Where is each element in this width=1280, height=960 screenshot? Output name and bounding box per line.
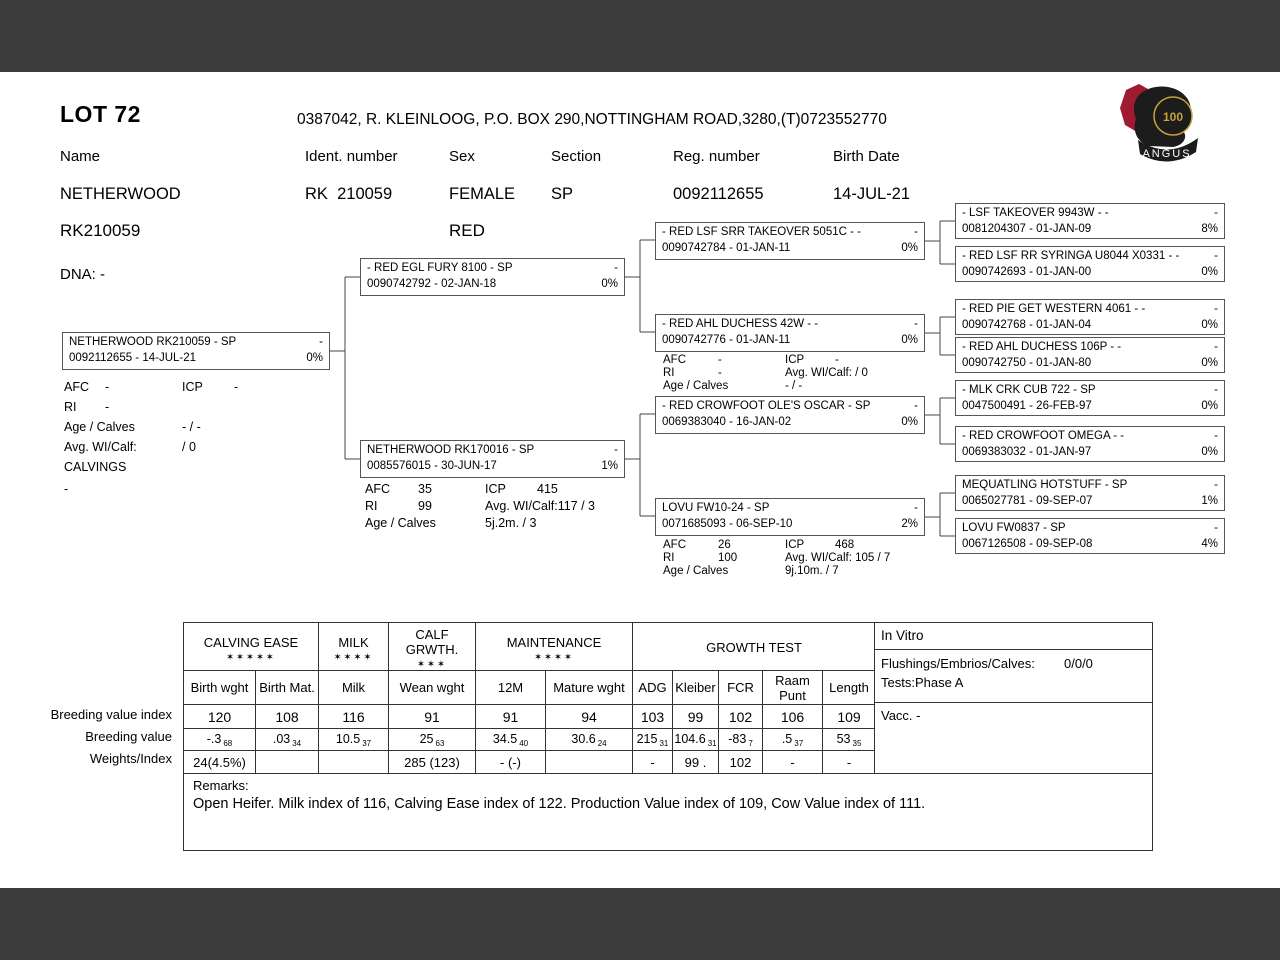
- pedigree-box-gen3-3: [955, 299, 1225, 335]
- animal-name: - RED AHL DUCHESS 106P - -: [962, 341, 1122, 353]
- field-reg-number: [673, 148, 764, 204]
- group-header: [476, 623, 633, 671]
- animal-name: NETHERWOOD RK210059 - SP: [69, 336, 237, 348]
- tests-label: Tests:Phase A: [881, 675, 964, 690]
- index-value: 109: [823, 705, 876, 729]
- invitro-title: In Vitro: [875, 623, 1152, 650]
- remarks-label: Remarks:: [193, 778, 249, 793]
- accuracy-value: 35: [852, 738, 862, 748]
- animal-inbreed-pct: 0%: [901, 242, 918, 254]
- field-value: SP: [551, 185, 574, 203]
- accuracy-value: 68: [223, 738, 233, 748]
- animal-inbreed-pct: 0%: [901, 416, 918, 428]
- animal-name: - RED EGL FURY 8100 - SP: [367, 262, 513, 274]
- pedigree-box-gen3-8: [955, 518, 1225, 554]
- stat-label: Age / Calves: [663, 565, 729, 577]
- animal-flag: -: [914, 226, 918, 238]
- stat-label: AFC: [663, 539, 686, 551]
- animal-name: MEQUATLING HOTSTUFF - SP: [962, 479, 1128, 491]
- animal-name: - MLK CRK CUB 722 - SP: [962, 384, 1096, 396]
- stat-value: Avg. WI/Calf:117 / 3: [485, 499, 596, 513]
- stat-label: Avg. WI/Calf:: [64, 440, 137, 454]
- animal-flag: -: [914, 502, 918, 514]
- stat-value: 5j.2m. / 3: [485, 516, 537, 530]
- flushings-value: 0/0/0: [1064, 656, 1093, 671]
- pedigree-box-subject: [62, 332, 330, 370]
- breeding-value: .03: [272, 731, 291, 746]
- animal-name: - RED LSF SRR TAKEOVER 5051C - -: [662, 226, 861, 238]
- pedigree-box-gen3-6: [955, 426, 1225, 462]
- herd-id: RK210059: [60, 221, 141, 240]
- weight-value: -: [633, 751, 673, 775]
- animal-inbreed-pct: 8%: [1201, 223, 1218, 235]
- column-header: Raam Punt: [763, 671, 823, 705]
- invitro-panel: [874, 622, 1153, 774]
- animal-reg: 0090742784 - 01-JAN-11: [662, 242, 791, 254]
- animal-inbreed-pct: 0%: [901, 334, 918, 346]
- animal-name: - RED AHL DUCHESS 42W - -: [662, 318, 819, 330]
- stat-value: -: [105, 400, 110, 414]
- animal-reg: 0090742768 - 01-JAN-04: [962, 319, 1092, 331]
- accuracy-value: 37: [362, 738, 372, 748]
- accuracy-value: 40: [519, 738, 529, 748]
- weight-value: [546, 751, 633, 775]
- breeding-value-cell: [546, 729, 633, 751]
- stat-label: AFC: [663, 354, 686, 366]
- animal-flag: -: [614, 262, 618, 274]
- subject-stats: [64, 377, 238, 499]
- breeding-value-cell: [319, 729, 389, 751]
- weight-value: 285 (123): [389, 751, 476, 775]
- flushings-label: Flushings/Embrios/Calves:: [881, 656, 1035, 671]
- stat-value: -: [105, 380, 110, 394]
- index-value: 91: [389, 705, 476, 729]
- group-stars: ✶✶✶✶✶: [226, 651, 276, 663]
- accuracy-value: 31: [707, 738, 717, 748]
- animal-reg: 0071685093 - 06-SEP-10: [662, 518, 793, 530]
- pedigree-box-gen2-1: [655, 222, 925, 260]
- colour-value: RED: [449, 221, 485, 240]
- breeding-value: 34.5: [492, 731, 518, 746]
- pedigree-box-dam: [360, 440, 625, 478]
- pedigree-box-gen3-1: [955, 203, 1225, 239]
- breeding-value: .5: [781, 731, 793, 746]
- pedigree-box-gen2-3: [655, 396, 925, 434]
- stat-label: Age / Calves: [64, 420, 135, 434]
- pedigree-box-gen3-2: [955, 246, 1225, 282]
- remarks-text: Open Heifer. Milk index of 116, Calving Ease index of 122. Production Value index of 109, Cow Value index of 111.: [193, 796, 926, 812]
- stat-value: -: [718, 354, 722, 366]
- stat-value: -: [718, 367, 722, 379]
- field-name: [60, 148, 181, 204]
- gen2-4-stats: [663, 539, 890, 578]
- stat-value: 468: [835, 539, 855, 551]
- pedigree-box-gen3-5: [955, 380, 1225, 416]
- stat-value: - / -: [785, 380, 803, 392]
- stats-area: [50, 622, 1093, 812]
- stat-value: 415: [537, 482, 558, 496]
- animal-reg: 0090742776 - 01-JAN-11: [662, 334, 791, 346]
- stat-value: -: [64, 482, 69, 496]
- animal-reg: 0081204307 - 01-JAN-09: [962, 223, 1092, 235]
- field-value: NETHERWOOD: [60, 185, 181, 203]
- stat-value: 26: [718, 539, 731, 551]
- animal-inbreed-pct: 0%: [1201, 400, 1218, 412]
- breeding-value-cell: [763, 729, 823, 751]
- field-birth-date: [833, 148, 910, 204]
- group-header: [184, 623, 319, 671]
- animal-inbreed-pct: 0%: [601, 278, 618, 290]
- column-header: Milk: [319, 671, 389, 705]
- remarks-box: [183, 773, 1153, 851]
- stat-value: -: [835, 354, 839, 366]
- animal-reg: 0069383040 - 16-JAN-02: [662, 416, 792, 428]
- animal-name: LOVU FW0837 - SP: [962, 522, 1066, 534]
- animal-reg: 0090742750 - 01-JAN-80: [962, 357, 1092, 369]
- field-value: 14-JUL-21: [833, 185, 911, 203]
- field-label: Sex: [449, 148, 475, 165]
- animal-name: - RED PIE GET WESTERN 4061 - -: [962, 303, 1146, 315]
- index-value: 108: [256, 705, 319, 729]
- group-stars: ✶✶✶: [417, 659, 447, 670]
- stat-label: RI: [365, 499, 378, 513]
- breeding-value: 10.5: [335, 731, 361, 746]
- group-label: GROWTH TEST: [706, 640, 802, 655]
- accuracy-value: 24: [597, 738, 607, 748]
- stat-value: Avg. WI/Calf: 105 / 7: [785, 552, 891, 564]
- weight-value: 99 .: [673, 751, 719, 775]
- lot-title: LOT 72: [60, 101, 141, 127]
- stat-value: - / -: [182, 420, 201, 434]
- weight-value: - (-): [476, 751, 546, 775]
- group-header: [389, 623, 476, 671]
- column-header: Birth wght: [184, 671, 256, 705]
- group-label: MILK: [338, 634, 369, 650]
- field-label: Birth Date: [833, 148, 900, 165]
- group-stars: ✶✶✶✶: [534, 651, 574, 663]
- stat-label: ICP: [485, 482, 506, 496]
- field-label: Ident. number: [305, 148, 398, 165]
- breeder-contact-line: 0387042, R. KLEINLOOG, P.O. BOX 290,NOTTINGHAM ROAD,3280,(T)0723552770: [297, 111, 887, 128]
- stat-label: AFC: [365, 482, 390, 496]
- animal-reg: 0090742693 - 01-JAN-00: [962, 266, 1092, 278]
- breeding-value: 104.6: [674, 731, 706, 746]
- animal-inbreed-pct: 4%: [1201, 538, 1218, 550]
- breeding-value: 53: [836, 731, 851, 746]
- group-label: CALF GRWTH.: [405, 627, 459, 657]
- breeding-value-cell: [673, 729, 719, 751]
- animal-inbreed-pct: 0%: [1201, 357, 1218, 369]
- animal-reg: 0067126508 - 09-SEP-08: [962, 538, 1093, 550]
- stat-value: / 0: [182, 440, 196, 454]
- weight-value: -: [763, 751, 823, 775]
- animal-flag: -: [1214, 341, 1218, 353]
- row-label-breeding-value: Breeding value: [85, 729, 172, 744]
- breeding-value-cell: [823, 729, 876, 751]
- index-value: 106: [763, 705, 823, 729]
- index-value: 116: [319, 705, 389, 729]
- dam-stats: [365, 481, 595, 532]
- column-header: 12M: [476, 671, 546, 705]
- breeding-value-cell: [476, 729, 546, 751]
- breeding-value-cell: [719, 729, 763, 751]
- animal-flag: -: [1214, 522, 1218, 534]
- weight-value: [319, 751, 389, 775]
- breeding-value-cell: [256, 729, 319, 751]
- stat-value: 35: [418, 482, 432, 496]
- weight-value: 24(4.5%): [184, 751, 256, 775]
- column-header: Kleiber: [673, 671, 719, 705]
- stat-value: Avg. WI/Calf: / 0: [785, 367, 868, 379]
- stat-label: RI: [663, 367, 675, 379]
- stat-label: RI: [663, 552, 675, 564]
- top-band: [0, 0, 1280, 72]
- index-value: 94: [546, 705, 633, 729]
- stat-value: 99: [418, 499, 432, 513]
- animal-flag: -: [1214, 479, 1218, 491]
- weight-value: -: [823, 751, 876, 775]
- group-stars: [633, 655, 875, 657]
- accuracy-value: 63: [435, 738, 445, 748]
- animal-flag: -: [319, 336, 323, 348]
- pedigree-box-gen3-4: [955, 337, 1225, 373]
- field-value: FEMALE: [449, 185, 516, 203]
- animal-flag: -: [1214, 250, 1218, 262]
- stat-value: -: [234, 380, 239, 394]
- animal-flag: -: [1214, 430, 1218, 442]
- animal-name: - RED CROWFOOT OMEGA - -: [962, 430, 1125, 442]
- animal-name: - RED CROWFOOT OLE'S OSCAR - SP: [662, 400, 871, 412]
- animal-name: LOVU FW10-24 - SP: [662, 502, 770, 514]
- field-label: Reg. number: [673, 148, 760, 165]
- stat-value: 100: [718, 552, 738, 564]
- animal-inbreed-pct: 0%: [1201, 266, 1218, 278]
- animal-flag: -: [1214, 303, 1218, 315]
- index-value: 103: [633, 705, 673, 729]
- breeding-value-cell: [633, 729, 673, 751]
- accuracy-value: 37: [794, 738, 804, 748]
- breeding-value: 30.6: [571, 731, 596, 746]
- pedigree-box-gen3-7: [955, 475, 1225, 511]
- animal-reg: 0085576015 - 30-JUN-17: [367, 460, 497, 472]
- invitro-block: [875, 650, 1152, 703]
- stat-label: AFC: [64, 380, 89, 394]
- stat-label: RI: [64, 400, 77, 414]
- logo-year: 100: [1162, 110, 1184, 124]
- animal-inbreed-pct: 0%: [1201, 319, 1218, 331]
- breeding-value: -83: [728, 731, 747, 746]
- group-stars: ✶✶✶✶: [333, 651, 374, 663]
- breeding-value-cell: [184, 729, 256, 751]
- group-header: [319, 623, 389, 671]
- row-label-weights-index: Weights/Index: [89, 751, 172, 766]
- index-value: 99: [673, 705, 719, 729]
- stat-label: CALVINGS: [64, 460, 127, 474]
- animal-reg: 0090742792 - 02-JAN-18: [367, 278, 497, 290]
- column-header: FCR: [719, 671, 763, 705]
- accuracy-value: 34: [292, 738, 302, 748]
- animal-flag: -: [914, 400, 918, 412]
- dna-line: DNA: -: [60, 266, 105, 283]
- breeding-value: -.3: [206, 731, 222, 746]
- animal-reg: 0092112655 - 14-JUL-21: [69, 352, 197, 364]
- group-label: MAINTENANCE: [506, 634, 602, 650]
- field-label: Name: [60, 148, 101, 165]
- animal-flag: -: [1214, 384, 1218, 396]
- animal-flag: -: [914, 318, 918, 330]
- bottom-band: [0, 888, 1280, 960]
- breeding-value: 215: [636, 731, 658, 746]
- pedigree-box-sire: [360, 258, 625, 296]
- animal-reg: 0065027781 - 09-SEP-07: [962, 495, 1093, 507]
- index-value: 91: [476, 705, 546, 729]
- field-label: Section: [551, 148, 602, 165]
- pedigree-box-gen2-2: [655, 314, 925, 352]
- animal-inbreed-pct: 2%: [901, 518, 918, 530]
- group-label: CALVING EASE: [203, 634, 299, 650]
- animal-name: - RED LSF RR SYRINGA U8044 X0331 - -: [962, 250, 1180, 262]
- animal-name: NETHERWOOD RK170016 - SP: [367, 444, 535, 456]
- column-header: Wean wght: [389, 671, 476, 705]
- column-header: ADG: [633, 671, 673, 705]
- weight-value: 102: [719, 751, 763, 775]
- accuracy-value: 7: [748, 738, 753, 748]
- field-sex: [449, 148, 515, 204]
- weight-value: [256, 751, 319, 775]
- stat-label: Age / Calves: [365, 516, 436, 530]
- logo-brand: ANGUS: [1142, 148, 1192, 160]
- column-header: Birth Mat.: [256, 671, 319, 705]
- field-value: 0092112655: [673, 185, 764, 203]
- breeding-stats-table: [183, 622, 876, 775]
- field-ident-number: [305, 148, 398, 204]
- animal-inbreed-pct: 1%: [601, 460, 618, 472]
- animal-inbreed-pct: 1%: [1201, 495, 1218, 507]
- stat-value: 9j.10m. / 7: [785, 565, 839, 577]
- column-header: Mature wght: [546, 671, 633, 705]
- animal-reg: 0047500491 - 26-FEB-97: [962, 400, 1092, 412]
- breeding-value: 25: [419, 731, 434, 746]
- angus-logo: [1110, 80, 1200, 172]
- animal-flag: -: [1214, 207, 1218, 219]
- pedigree-box-gen2-4: [655, 498, 925, 536]
- accuracy-value: 31: [659, 738, 669, 748]
- gen2-2-stats: [663, 354, 868, 393]
- stat-label: ICP: [182, 380, 203, 394]
- stat-label: ICP: [785, 354, 805, 366]
- animal-name: - LSF TAKEOVER 9943W - -: [962, 207, 1109, 219]
- stat-label: Age / Calves: [663, 380, 729, 392]
- breeding-value-cell: [389, 729, 476, 751]
- index-value: 120: [184, 705, 256, 729]
- stat-label: ICP: [785, 539, 805, 551]
- group-header: [633, 623, 876, 671]
- animal-flag: -: [614, 444, 618, 456]
- field-section: [551, 148, 601, 204]
- column-header: Length: [823, 671, 876, 705]
- index-value: 102: [719, 705, 763, 729]
- animal-inbreed-pct: 0%: [1201, 446, 1218, 458]
- vacc-label: Vacc. -: [881, 708, 921, 723]
- field-value: RK 210059: [305, 185, 393, 203]
- animal-reg: 0069383032 - 01-JAN-97: [962, 446, 1092, 458]
- row-label-breeding-value-index: Breeding value index: [50, 707, 172, 722]
- animal-inbreed-pct: 0%: [306, 352, 323, 364]
